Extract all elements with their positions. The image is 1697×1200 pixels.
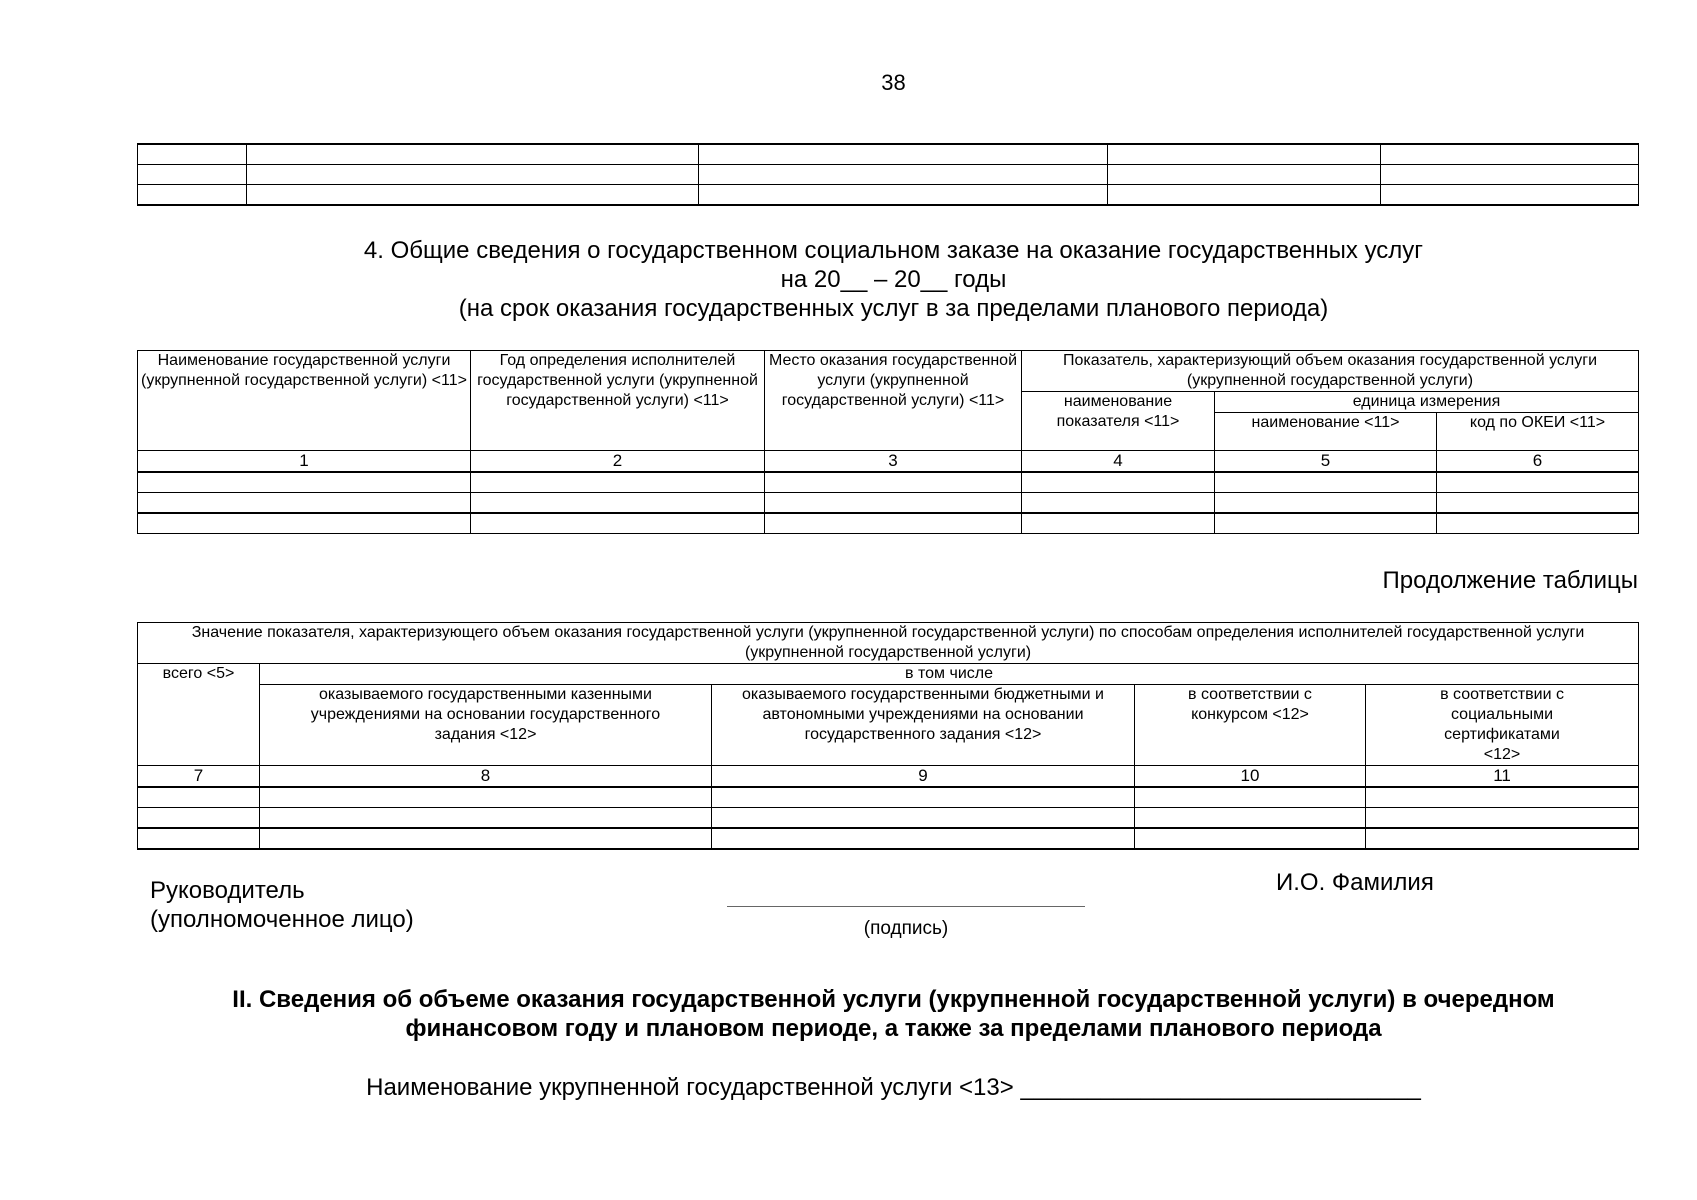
table-row bbox=[138, 828, 1639, 849]
header-unit-name: наименование <11> bbox=[1215, 413, 1437, 451]
top-empty-table bbox=[137, 143, 1639, 206]
header-place: Место оказания государственной услуги (укрупненной государственной услуги) <11> bbox=[765, 351, 1022, 451]
signatory-role-line1: Руководитель bbox=[150, 877, 305, 904]
table-row bbox=[138, 165, 1639, 185]
column-numbers-row bbox=[138, 766, 1639, 788]
table-header-row bbox=[138, 623, 1639, 664]
header-budget-autonomous: оказываемого государственными бюджетными и автономными учреждениями на основании государственного задания <12> bbox=[712, 685, 1135, 766]
header-state-owned: оказываемого государственными казенными учреждениями на основании государственного задания <12> bbox=[260, 685, 712, 766]
header-total: всего <5> bbox=[138, 664, 260, 766]
header-okei-code: код по ОКЕИ <11> bbox=[1437, 413, 1639, 451]
header-indicator-value: Значение показателя, характеризующего объем оказания государственной услуги (укрупненной государственной услуги) по способам определения исполнителей государственной услуги (укрупненной государственной услуги) bbox=[138, 623, 1639, 664]
table-header-row bbox=[138, 685, 1639, 766]
signature-caption: (подпись) bbox=[863, 918, 949, 939]
table-row bbox=[138, 493, 1639, 514]
header-indicator-name: наименование показателя <11> bbox=[1022, 392, 1215, 451]
header-unit: единица измерения bbox=[1215, 392, 1639, 413]
column-number: 7 bbox=[138, 766, 260, 788]
table-row bbox=[138, 808, 1639, 829]
header-social-certificates: в соответствии с социальными сертификатами <12> bbox=[1366, 685, 1639, 766]
column-number: 4 bbox=[1022, 451, 1215, 473]
table-row bbox=[138, 185, 1639, 206]
signature-line bbox=[727, 906, 1085, 907]
table-row bbox=[138, 472, 1639, 493]
column-number: 10 bbox=[1135, 766, 1366, 788]
header-including: в том числе bbox=[260, 664, 1639, 685]
column-number: 9 bbox=[712, 766, 1135, 788]
table-header-row bbox=[138, 664, 1639, 685]
column-number: 5 bbox=[1215, 451, 1437, 473]
section2-title-line1: II. Сведения об объеме оказания государственной услуги (укрупненной государственной услуги) в очередном bbox=[232, 986, 1555, 1013]
section2-title-line2: финансовом году и плановом периоде, а также за пределами планового периода bbox=[405, 1015, 1382, 1042]
table-header-row bbox=[138, 351, 1639, 392]
column-number: 2 bbox=[471, 451, 765, 473]
page-number: 38 bbox=[881, 70, 906, 95]
service-info-table bbox=[137, 350, 1639, 534]
column-number: 3 bbox=[765, 451, 1022, 473]
signatory-role-line2: (уполномоченное лицо) bbox=[150, 906, 414, 933]
section4-title bbox=[0, 236, 1697, 323]
column-number: 1 bbox=[138, 451, 471, 473]
header-indicator: Показатель, характеризующий объем оказания государственной услуги (укрупненной государственной услуги) bbox=[1022, 351, 1639, 392]
table-row bbox=[138, 513, 1639, 534]
table-row bbox=[138, 787, 1639, 808]
table-row bbox=[138, 144, 1639, 165]
signatory-role bbox=[150, 876, 414, 934]
section4-title-line2: на 20__ – 20__ годы bbox=[780, 266, 1007, 293]
section4-title-line3: (на срок оказания государственных услуг в за пределами планового периода) bbox=[458, 295, 1329, 322]
column-number: 8 bbox=[260, 766, 712, 788]
indicator-values-table bbox=[137, 622, 1639, 850]
continuation-label: Продолжение таблицы bbox=[1382, 567, 1638, 594]
header-service-name: Наименование государственной услуги (укрупненной государственной услуги) <11> bbox=[138, 351, 471, 451]
column-number: 6 bbox=[1437, 451, 1639, 473]
signatory-name: И.О. Фамилия bbox=[1276, 869, 1434, 896]
section4-title-line1: 4. Общие сведения о государственном социальном заказе на оказание государственных услуг bbox=[363, 237, 1424, 264]
header-year: Год определения исполнителей государственной услуги (укрупненной государственной услуги) <11> bbox=[471, 351, 765, 451]
column-number: 11 bbox=[1366, 766, 1639, 788]
section2-title bbox=[0, 985, 1697, 1043]
header-competition: в соответствии с конкурсом <12> bbox=[1135, 685, 1366, 766]
service-name-label: Наименование укрупненной государственной услуги <13> ______________________________ bbox=[366, 1074, 1421, 1101]
column-numbers-row bbox=[138, 451, 1639, 473]
